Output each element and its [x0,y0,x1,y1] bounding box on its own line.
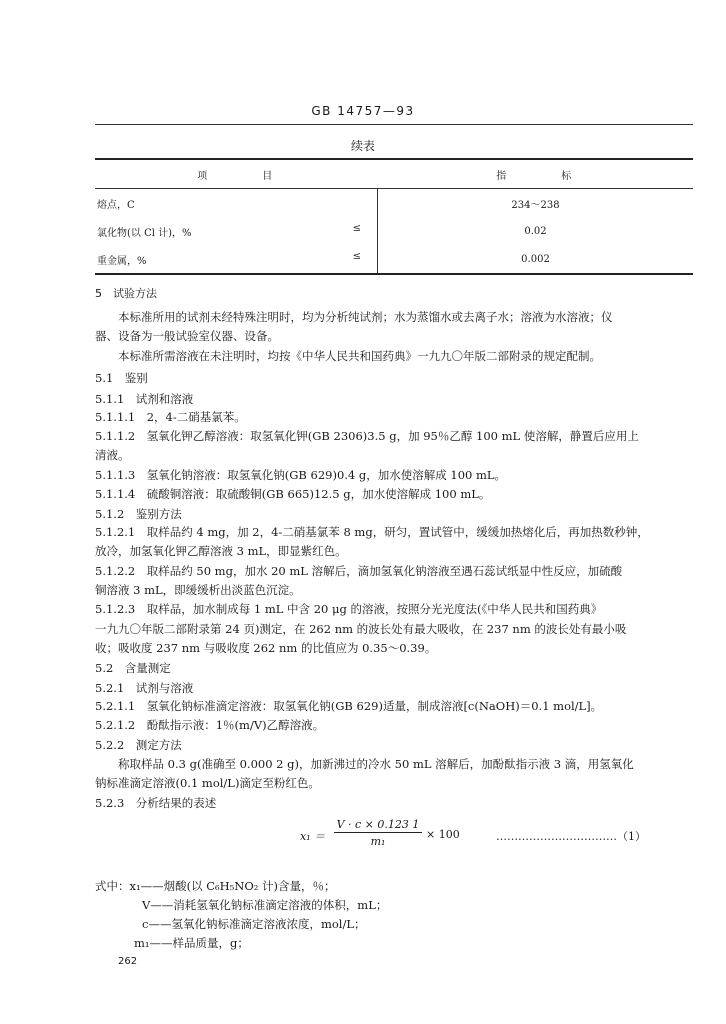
body-paragraph: 5.1.2.3 取样品，加水制成每 1 mL 中含 20 μg 的溶液，按照分光光度法(《中华人民共和国药典》 [95,602,603,616]
formula-rhs: × 100 [426,828,460,841]
body-paragraph: 5.1.1.3 氢氧化钠溶液：取氢氧化钠(GB 629)0.4 g，加水使溶解成 100 mL。 [95,468,507,482]
body-paragraph: 5.2.1.1 氢氧化钠标准滴定溶液：取氢氧化钠(GB 629)适量，制成溶液[c(NaOH)＝0.1 mol/L]。 [95,699,603,713]
variable-definition: V——消耗氢氧化钠标准滴定溶液的体积，mL； [142,898,388,912]
table-row [95,189,693,218]
variable-definition: c——氢氧化钠标准滴定溶液浓度，mol/L； [142,917,366,931]
section-heading: 5 试验方法 [95,287,157,300]
formula [300,818,700,854]
body-paragraph: 一九九〇年版二部附录第 24 页)测定，在 262 nm 的波长处有最大吸收，在 237 nm 的波长处有最小吸 [95,622,627,636]
row-item: 熔点，C [97,199,135,211]
table-header-row [95,159,693,189]
body-paragraph: 5.1.2.1 取样品约 4 mg，加 2，4-二硝基氯苯 8 mg，研匀，置试管中，缓缓加热熔化后，再加热数秒钟， [95,525,649,539]
body-paragraph: 5.1.1.4 硫酸铜溶液：取硫酸铜(GB 665)12.5 g，加水使溶解成 100 mL。 [95,487,491,501]
section-heading: 5.2.2 测定方法 [95,738,182,752]
body-paragraph: 器、设备为一般试验室仪器、设备。 [95,329,279,343]
row-item: 氯化物(以 Cl 计)，% [97,227,192,239]
row-value: 0.02 [524,225,547,237]
body-paragraph: 5.1.1.2 氢氧化钾乙醇溶液：取氢氧化钾(GB 2306)3.5 g，加 95％乙醇 100 mL 使溶解，静置后应用上 [95,429,639,443]
section-heading: 5.2.1 试剂与溶液 [95,681,194,695]
le-symbol: ≤ [352,223,361,234]
le-symbol: ≤ [352,251,361,262]
table-title: 续表 [350,139,375,153]
body-paragraph: 5.1.1.1 2，4-二硝基氯苯。 [95,410,246,424]
page-number: 262 [118,956,138,967]
body-paragraph: 清液。 [95,448,130,462]
table-row [95,245,693,274]
section-heading: 5.1.1 试剂和溶液 [95,392,194,406]
body-paragraph: 5.1.2.2 取样品约 50 mg，加水 20 mL 溶解后，滴加氢氧化钠溶液至遇石蕊试纸显中性反应，加硫酸 [95,564,623,578]
body-paragraph: 放冷，加氢氧化钾乙醇溶液 3 mL，即显紫红色。 [95,544,347,558]
row-item: 重金属，% [97,255,147,267]
variable-definition: m₁——样品质量，g； [134,936,249,950]
spec-table [95,158,693,275]
formula-fraction [334,818,422,848]
header-rule [95,124,693,125]
body-paragraph: 收；吸收度 237 nm 与吸收度 262 nm 的比值应为 0.35～0.39。 [95,641,437,655]
body-paragraph: 5.2.1.2 酚酞指示液：1％(m/V)乙醇溶液。 [95,718,325,732]
body-paragraph: 本标准所需溶液在未注明时，均按《中华人民共和国药典》一九九〇年版二部附录的规定配制。 [95,349,601,363]
section-heading: 5.2 含量测定 [95,661,171,675]
section-heading: 5.1.2 鉴别方法 [95,507,182,521]
section-heading: 5.1 鉴别 [95,371,148,385]
formula-number: ……………………………（1） [496,830,646,843]
table-row [95,217,693,245]
formula-lhs: x₁ ＝ [300,830,326,843]
column-header-spec: 指 标 [378,159,694,189]
row-value: 0.002 [378,245,694,274]
body-paragraph: 铜溶液 3 mL，即缓缓析出淡蓝色沉淀。 [95,583,301,597]
body-paragraph: 本标准所用的试剂未经特殊注明时，均为分析纯试剂；水为蒸馏水或去离子水；溶液为水溶液；仪 [95,310,613,324]
formula-denominator: m₁ [370,835,386,848]
formula-numerator: V · c × 0.123 1 [334,818,422,833]
body-paragraph: 钠标准滴定溶液(0.1 mol/L)滴定至粉红色。 [95,776,320,790]
standard-header: GB 14757—93 [311,104,415,118]
row-value: 234～238 [511,199,560,211]
column-header-item: 项 目 [95,159,378,189]
body-paragraph: 称取样品 0.3 g(准确至 0.000 2 g)，加新沸过的冷水 50 mL 溶解后，加酚酞指示液 3 滴，用氢氧化 [95,757,634,771]
variable-definition: 式中：x₁——烟酸(以 C₆H₅NO₂ 计)含量，％； [95,879,336,893]
section-heading: 5.2.3 分析结果的表述 [95,796,217,810]
